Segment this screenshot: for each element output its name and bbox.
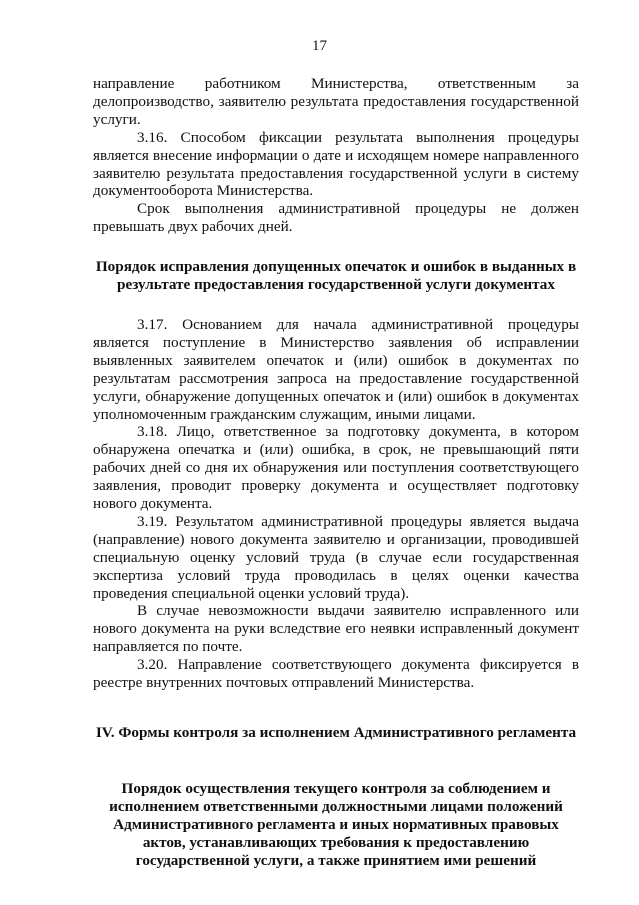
- paragraph-3-18: 3.18. Лицо, ответственное за подготовку документа, в котором обнаружена опечатка и (или) ошибка, в срок, не превышающий пяти рабочих дней со дня их обнаружения или поступления соответствующего заявления, проводит проверку документа и осуществляет подготовку нового документа.: [93, 423, 579, 513]
- paragraph-3-16: 3.16. Способом фиксации результата выполнения процедуры является внесение информации о дате и исходящем номере направленного заявителю результата предоставления государственной услуги в систему документооборота Министерства.: [93, 128, 579, 200]
- chapter-heading-iv: IV. Формы контроля за исполнением Административного регламента: [95, 724, 577, 741]
- paragraph-deadline: Срок выполнения административной процедуры не должен превышать двух рабочих дней.: [93, 200, 579, 236]
- section-heading-current-control: Порядок осуществления текущего контроля за соблюдением и исполнением ответственными должностными лицами положений Административного регламента и иных нормативных правовых актов, устанавливающих требования к предоставлению государственной услуги, а также принятием ими решений: [109, 779, 563, 869]
- paragraph-3-17: 3.17. Основанием для начала административной процедуры является поступление в Министерство заявления об исправлении выявленных заявителем опечаток и (или) ошибок в документах по результатам рассмотрения запроса на предоставление государственной услуги, обнаружение допущенных опечаток и (или) ошибок в документах уполномоченным гражданским служащим, иными лицами.: [93, 315, 579, 423]
- paragraph-3-19: 3.19. Результатом административной процедуры является выдача (направление) нового документа заявителю и организации, проводившей специальную оценку условий труда (в случае если государственная экспертиза условий труда проводилась в целях оценки качества проведения специальной оценки условий труда).: [93, 512, 579, 602]
- paragraph-mail-delivery: В случае невозможности выдачи заявителю исправленного или нового документа на руки вследствие его неявки исправленный документ направляется по почте.: [93, 602, 579, 656]
- section-heading-corrections: Порядок исправления допущенных опечаток и ошибок в выданных в результате предоставления государственной услуги документах: [95, 258, 577, 294]
- page-number: 17: [312, 38, 327, 54]
- paragraph-3-20: 3.20. Направление соответствующего документа фиксируется в реестре внутренних почтовых отправлений Министерства.: [93, 656, 579, 692]
- page-content: [93, 75, 579, 869]
- paragraph-continuation: направление работником Министерства, ответственным за делопроизводство, заявителю результата предоставления государственной услуги.: [93, 75, 579, 128]
